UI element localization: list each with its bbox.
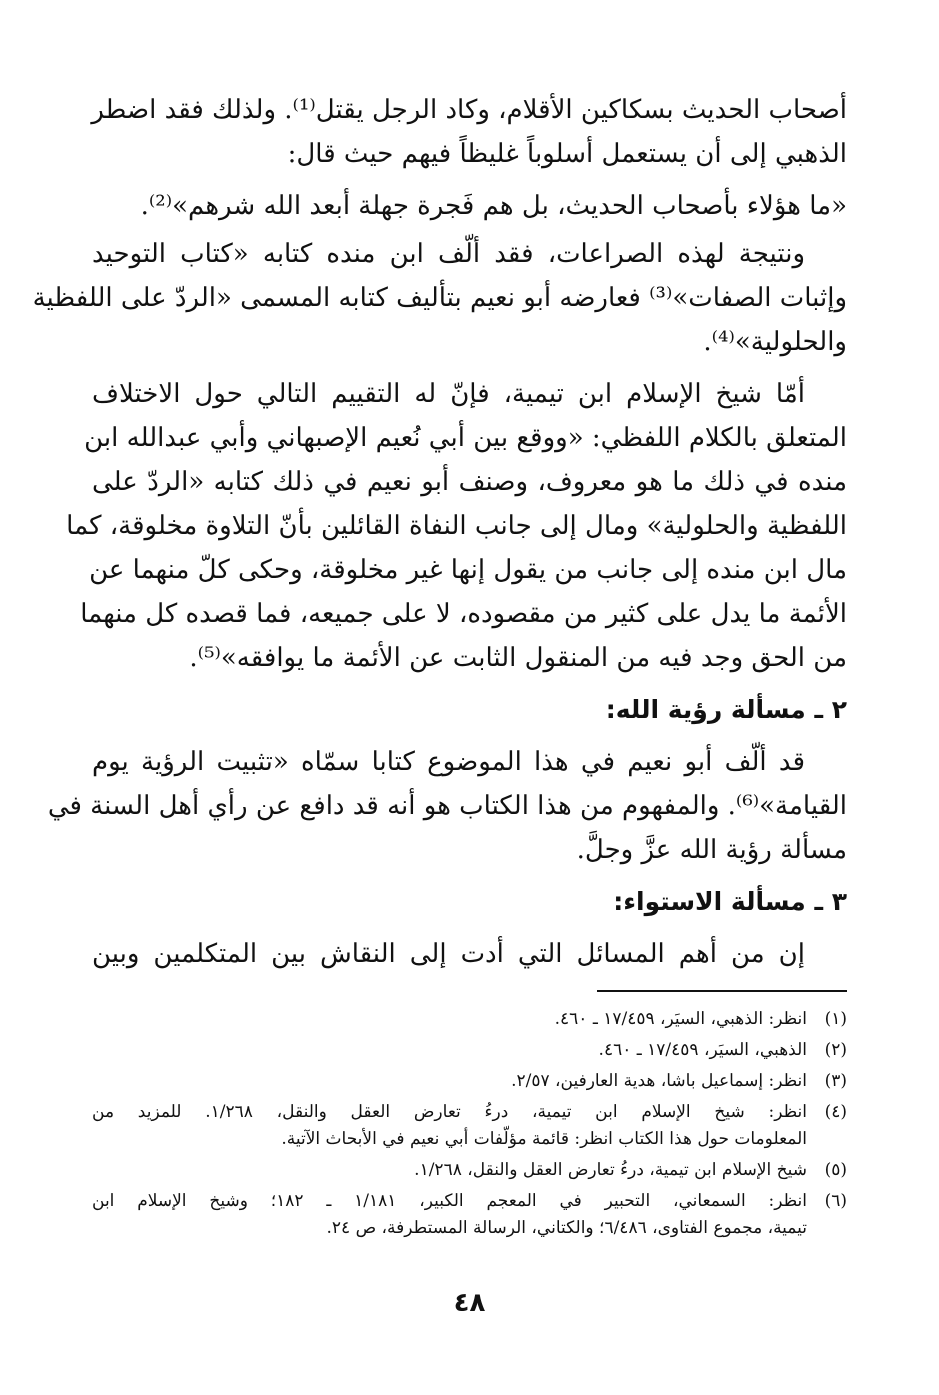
- footnote-text: المعلومات حول هذا الكتاب انظر: قائمة مؤلّفات أبي نعيم في الأبحاث الآتية.: [281, 1129, 807, 1149]
- text-line: مال ابن منده إلى جانب من يقول إنها غير مخلوقة، وحكى كلّ منهما عن: [89, 555, 847, 585]
- text-line: إن من أهم المسائل التي أدت إلى النقاش بين المتكلمين وبين: [92, 939, 805, 969]
- footnotes: [92, 1006, 847, 1242]
- section-heading: ٣ ـ مسألة الاستواء:: [613, 887, 847, 916]
- text-line: الذهبي إلى أن يستعمل أسلوباً غليظاً فيهم حيث قال:: [287, 139, 847, 169]
- footnote: [92, 1068, 847, 1095]
- text-line: «ما هؤلاء بأصحاب الحديث، بل هم فَجرة جهلة أبعد الله شرهم»⁽²⁾.: [140, 191, 847, 221]
- page-number: ٤٨: [453, 1288, 486, 1318]
- footnote: [92, 1099, 847, 1153]
- footnote: [92, 1037, 847, 1064]
- text-line: المتعلق بالكلام اللفظي: «ووقع بين أبي نُعيم الإصبهاني وأبي عبدالله ابن: [84, 423, 847, 453]
- paragraph: [32, 232, 847, 364]
- footnote-number: (٢): [824, 1040, 847, 1060]
- text-line: أمّا شيخ الإسلام ابن تيمية، فإنّ له التقييم التالي حول الاختلاف: [92, 379, 805, 409]
- text-line: القيامة»⁽⁶⁾. والمفهوم من هذا الكتاب هو أنه قد دافع عن رأي أهل السنة في: [47, 791, 847, 821]
- footnote-text: انظر: السمعاني، التحبير في المعجم الكبير، ١/١٨١ ـ ١٨٢؛ وشيخ الإسلام ابن: [92, 1191, 808, 1211]
- footnote-text: الذهبي، السيَر، ١٧/٤٥٩ ـ ٤٦٠.: [598, 1040, 807, 1060]
- footnote-number: (٥): [824, 1160, 847, 1180]
- text-line: ونتيجة لهذه الصراعات، فقد ألّف ابن منده كتابه «كتاب التوحيد: [92, 239, 805, 269]
- quotation: [92, 184, 847, 228]
- footnote: [92, 1006, 847, 1033]
- paragraph: [92, 88, 847, 176]
- text-line: منده في ذلك ما هو معروف، وصنف أبو نعيم في ذلك كتابه «الردّ على: [92, 467, 847, 497]
- text-line: والحلولية»⁽⁴⁾.: [703, 327, 847, 357]
- text-line: وإثبات الصفات»⁽³⁾ فعارضه أبو نعيم بتأليف كتابه المسمى «الردّ على اللفظية: [32, 283, 847, 313]
- footnote-number: (٣): [824, 1071, 847, 1091]
- footnote-text: تيمية، مجموع الفتاوى، ٦/٤٨٦؛ والكتاني، الرسالة المستطرفة، ص ٢٤.: [326, 1218, 807, 1238]
- text-line: اللفظية والحلولية» ومال إلى جانب النفاة القائلين بأنّ التلاوة مخلوقة، كما: [66, 511, 847, 541]
- footnote-text: شيخ الإسلام ابن تيمية، درءُ تعارض العقل والنقل، ١/٢٦٨.: [414, 1160, 807, 1180]
- paragraph: [92, 932, 847, 976]
- paragraph: [66, 372, 847, 680]
- text-line: الأئمة ما يدل على كثير من مقصوده، لا على جميعه، فما قصده كل منهما: [80, 599, 847, 629]
- text-line: أصحاب الحديث بسكاكين الأقلام، وكاد الرجل يقتل⁽¹⁾. ولذلك فقد اضطر: [91, 95, 847, 125]
- footnote-text: انظر: إسماعيل باشا، هدية العارفين، ٢/٥٧.: [511, 1071, 807, 1091]
- footnote-number: (٤): [824, 1102, 847, 1122]
- footnote-separator: [597, 990, 847, 992]
- paragraph: [47, 740, 847, 872]
- footnote-text: انظر: الذهبي، السيَر، ١٧/٤٥٩ ـ ٤٦٠.: [554, 1009, 807, 1029]
- footnote-text: انظر: شيخ الإسلام ابن تيمية، درءُ تعارض العقل والنقل، ١/٢٦٨. للمزيد من: [92, 1102, 807, 1122]
- footnote: [92, 1157, 847, 1184]
- footnote: [92, 1188, 847, 1242]
- book-page: [32, 88, 847, 1395]
- footnote-number: (١): [824, 1009, 847, 1029]
- text-line: قد ألّف أبو نعيم في هذا الموضوع كتابا سمّاه «تثبيت الرؤية يوم: [92, 747, 805, 777]
- section-heading: ٢ ـ مسألة رؤية الله:: [605, 695, 847, 724]
- text-line: من الحق وجد فيه من المنقول الثابت عن الأئمة ما يوافقه»⁽⁵⁾.: [189, 643, 847, 673]
- footnote-number: (٦): [824, 1191, 847, 1211]
- text-line: مسألة رؤية الله عزَّ وجلَّ.: [576, 835, 847, 865]
